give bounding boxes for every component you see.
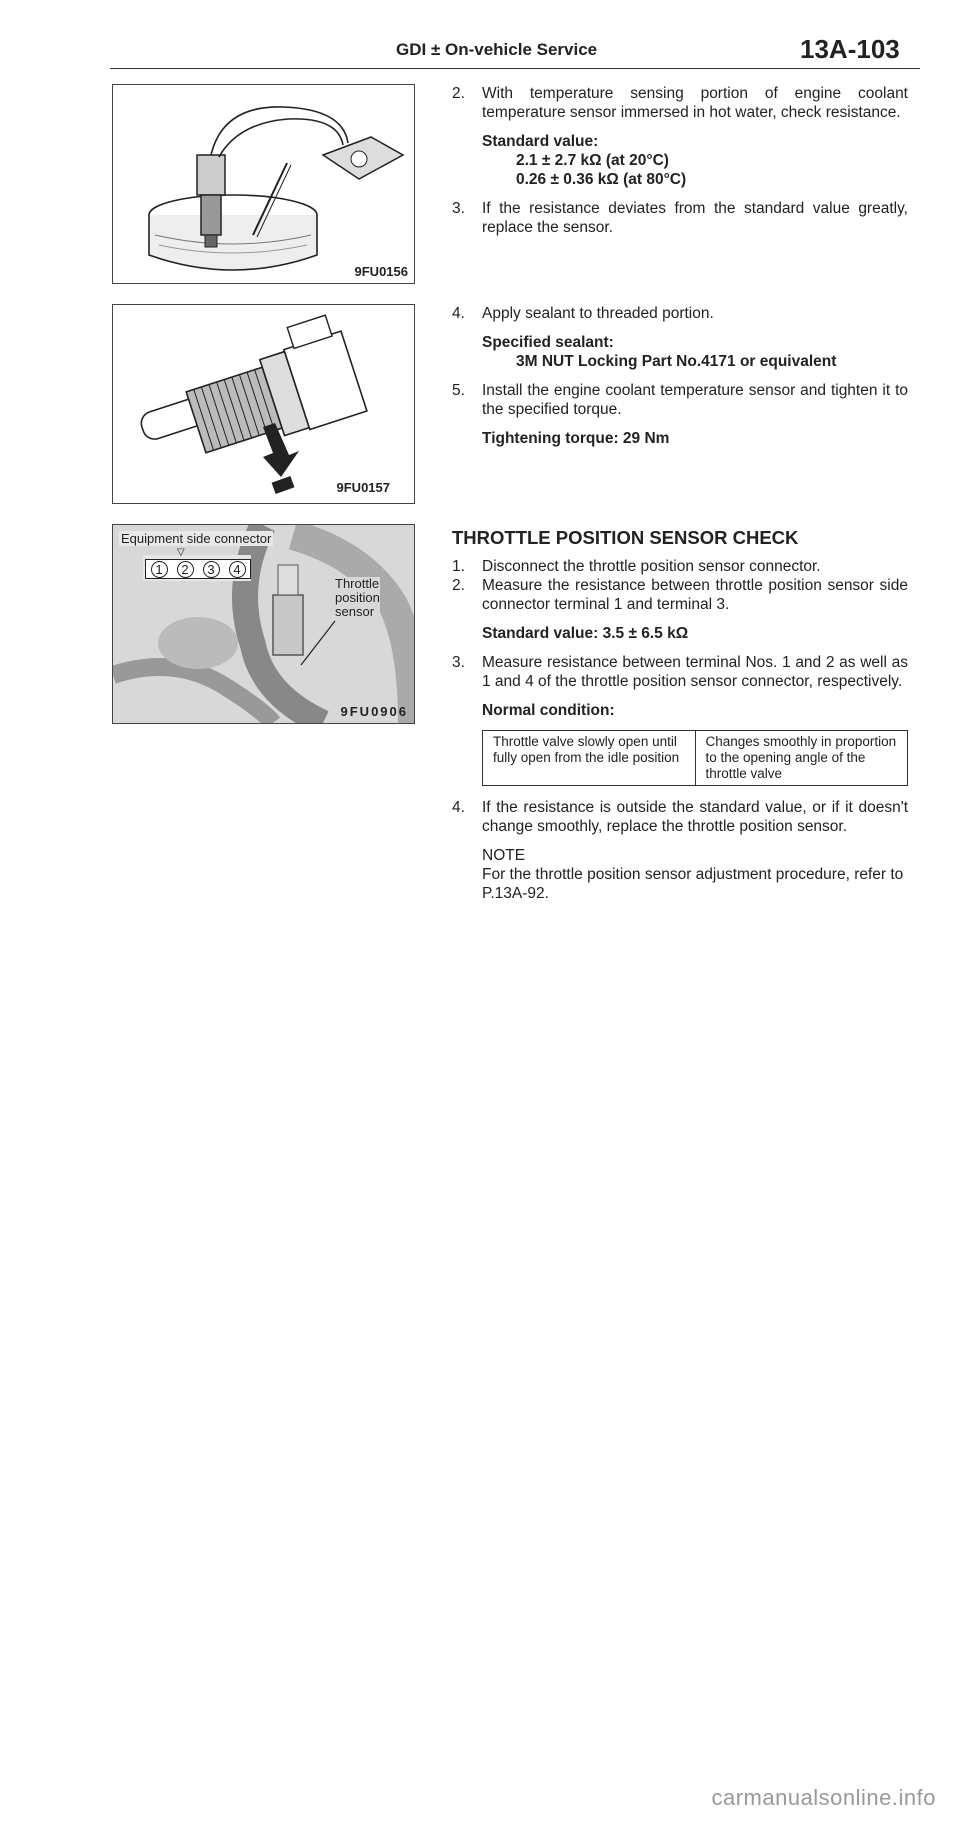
normal-condition-label: Normal condition:	[482, 702, 615, 719]
tps-step-1: 1. Disconnect the throttle position sensor connector.	[452, 558, 821, 575]
coolant-sensor-illustration	[113, 85, 414, 283]
sensor-label-line: Throttle	[335, 576, 380, 591]
standard-value-20c: 2.1 ± 2.7 kΩ (at 20°C)	[516, 152, 669, 169]
note-text: For the throttle position sensor adjustment procedure, refer to P.13A-92.	[482, 866, 904, 902]
threaded-sensor-illustration	[113, 305, 414, 503]
page-header	[0, 30, 960, 70]
sensor-label	[335, 577, 380, 619]
figure-throttle-position-sensor	[112, 524, 415, 724]
page-number: 13A-103	[800, 34, 900, 64]
throttle-sensor-photo	[113, 525, 414, 723]
terminal-3: 3	[203, 561, 220, 578]
table-row	[483, 731, 908, 786]
terminal-diagram	[145, 559, 251, 579]
tps-step-4: 4. If the resistance is outside the standard value, or if it doesn't change smoothly, replace the throttle position sensor.	[452, 799, 908, 835]
terminal-4: 4	[229, 561, 246, 578]
tps-check-section	[452, 528, 908, 903]
terminal-1: 1	[151, 561, 168, 578]
step-4: 4. Apply sealant to threaded portion.	[452, 305, 714, 322]
sensor-label-line: sensor	[335, 604, 375, 619]
standard-value-block: Standard value: 2.1 ± 2.7 kΩ (at 20°C) 0.26 ± 0.36 kΩ (at 80°C)	[452, 132, 908, 189]
sensor-label-line: position	[335, 590, 380, 605]
figure-code: 9FU0156	[354, 264, 408, 279]
sealant-value: 3M NUT Locking Part No.4171 or equivalent	[516, 353, 837, 370]
header-rule	[110, 68, 920, 69]
tps-standard-value: Standard value: 3.5 ± 6.5 kΩ	[482, 625, 689, 642]
normal-condition-table	[482, 730, 908, 786]
step-2: 2. With temperature sensing portion of engine coolant temperature sensor immersed in hot water, check resistance.	[452, 85, 908, 121]
watermark-footer: carmanualsonline.info	[711, 1785, 936, 1810]
step-5: 5. Install the engine coolant temperature sensor and tighten it to the specified torque.	[452, 382, 908, 418]
triangle-marker-icon: ▽	[177, 547, 185, 558]
figure-code: 9FU0157	[336, 480, 390, 495]
standard-value-80c: 0.26 ± 0.36 kΩ (at 80°C)	[516, 171, 687, 188]
sealant-block: Specified sealant: 3M NUT Locking Part No.4171 or equivalent	[452, 333, 908, 371]
section-heading: THROTTLE POSITION SENSOR CHECK	[452, 527, 799, 548]
torque-value: Tightening torque: 29 Nm	[482, 430, 670, 447]
table-cell: Changes smoothly in proportion to the opening angle of the throttle valve	[695, 731, 908, 786]
coolant-install-text	[452, 304, 908, 458]
tps-step-2: 2. Measure the resistance between throttle position sensor side connector terminal 1 and terminal 3.	[452, 577, 908, 613]
tps-step-3: 3. Measure resistance between terminal Nos. 1 and 2 as well as 1 and 4 of the throttle position sensor connector, respectively.	[452, 654, 908, 690]
note-label: NOTE	[482, 847, 526, 864]
connector-label: Equipment side connector	[121, 531, 272, 546]
step-3: 3. If the resistance deviates from the standard value greatly, replace the sensor.	[452, 200, 908, 236]
figure-coolant-sensor-hot-water	[112, 84, 415, 284]
terminal-2: 2	[177, 561, 194, 578]
section-title: GDI ± On-vehicle Service	[396, 40, 598, 59]
figure-sensor-sealant	[112, 304, 415, 504]
coolant-sensor-text	[452, 84, 908, 247]
figure-code: 9FU0906	[340, 704, 408, 719]
table-cell: Throttle valve slowly open until fully open from the idle position	[483, 731, 696, 786]
